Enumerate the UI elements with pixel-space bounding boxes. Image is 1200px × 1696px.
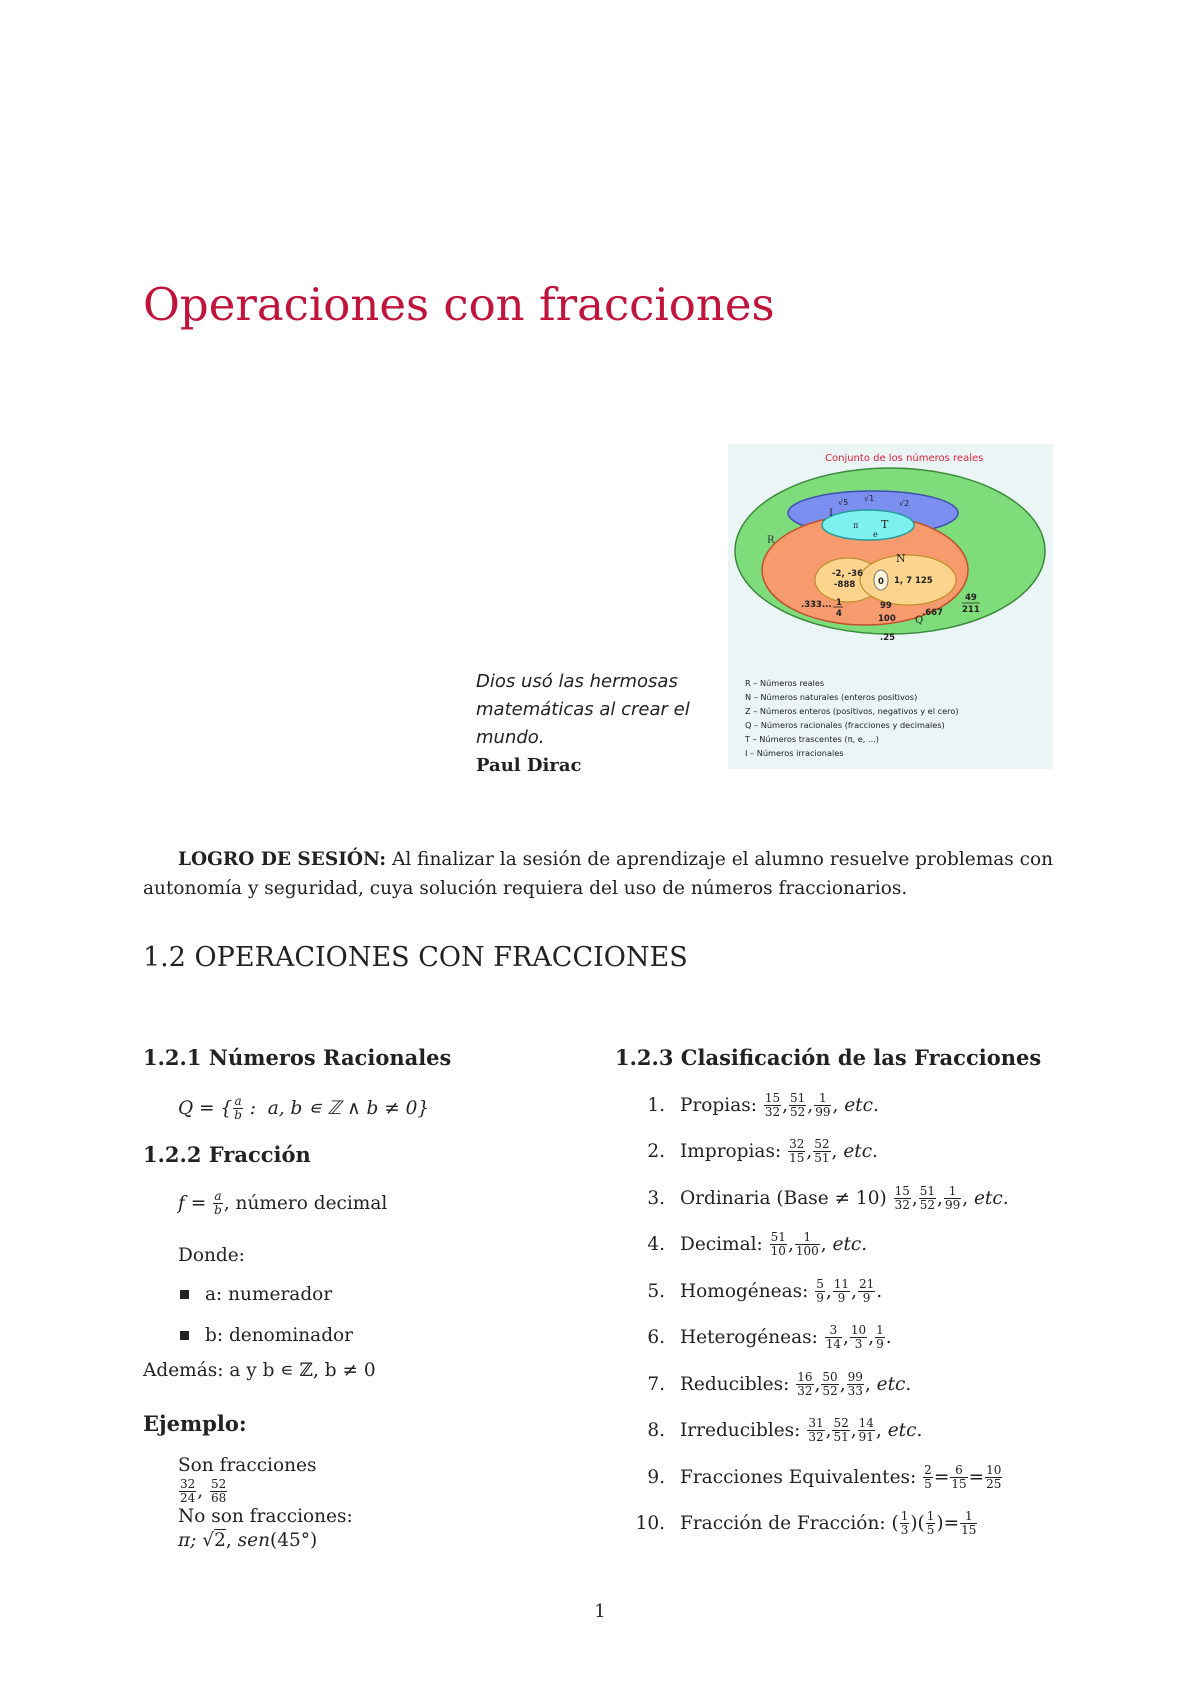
rationals-definition: Q = { a b : a, b ∊ ℤ ∧ b ≠ 0} <box>178 1093 430 1122</box>
left-column <box>143 1045 573 1553</box>
label-frac-quarter-num: 1 <box>836 598 842 608</box>
quote-author: Paul Dirac <box>476 755 582 776</box>
fraction: 21 9 <box>858 1276 875 1305</box>
fraction: 51 52 <box>919 1183 936 1212</box>
classification-item: 1. Propias: 15 32 , 51 52 , 1 99 , etc. <box>647 1090 879 1119</box>
epigraph-quote <box>476 668 716 780</box>
label-667: .667 <box>922 608 943 618</box>
no-son-fracciones-label: No son fracciones: <box>178 1506 353 1527</box>
list-item: a: numerador <box>178 1274 573 1315</box>
label-e: e <box>873 530 878 539</box>
page-title: Operaciones con fracciones <box>143 278 775 331</box>
fraction-of-fraction-item: 10. Fracción de Fracción: ( 1 3 )( $\frac{1}{5}$ ) = $\frac{1}{15}$ <box>635 1509 977 1538</box>
fraction: 31 32 <box>808 1416 824 1445</box>
donde-label: Donde: <box>178 1245 245 1266</box>
fraction: 52 51 <box>833 1416 849 1445</box>
label-100: 100 <box>878 614 896 624</box>
fraction: 50 52 <box>822 1369 838 1398</box>
racionales-heading: 1.2.1 Números Racionales <box>143 1045 452 1070</box>
fraction: 1 9 <box>876 1323 884 1352</box>
classification-item: 6. Heterogéneas: 3 14 , 10 3 , 1 9 . <box>647 1323 892 1352</box>
list-item: b: denominador <box>178 1315 573 1356</box>
label-49: 49 <box>965 593 977 603</box>
label-zero: 0 <box>878 577 884 587</box>
label-888: -888 <box>834 580 856 590</box>
fraction: 1 3 <box>900 1509 909 1538</box>
label-211: 211 <box>962 605 980 615</box>
real-numbers-venn-diagram <box>728 444 1053 769</box>
set-n-label: N <box>896 552 906 565</box>
session-goal-text: Al finalizar la sesión de aprendizaje el alumno resuelve problemas con autonomía y seguridad, cuya solución requiera del uso de números fraccionarios. <box>143 848 1054 899</box>
venn-title: Conjunto de los números reales <box>825 453 984 464</box>
numerator-denominator-list <box>178 1274 573 1356</box>
fraction: 10 3 <box>850 1323 867 1352</box>
session-goal-label: LOGRO DE SESIÓN: <box>178 848 387 870</box>
clasificacion-heading: 1.2.3 Clasificación de las Fracciones <box>615 1045 1042 1070</box>
label-periodic: .333... <box>801 600 832 610</box>
fraction: 1 100 <box>795 1230 819 1259</box>
fraction: 16 32 <box>797 1369 813 1398</box>
fraction: $\frac{32}{24}$ <box>180 1477 196 1505</box>
label-pi: π <box>853 521 859 530</box>
label-25: .25 <box>880 633 896 643</box>
legend-q: Q – Números racionales (fracciones y decimales) <box>745 720 945 730</box>
classification-list <box>615 1082 1175 1547</box>
fraction: 11 9 <box>833 1276 850 1305</box>
fraction: 1 99 <box>815 1090 831 1119</box>
fraction: 1 99 <box>944 1183 961 1212</box>
label-naturals: 1, 7 125 <box>894 576 933 586</box>
legend-n: N – Números naturales (enteros positivos) <box>745 692 918 702</box>
fraction: 99 33 <box>847 1369 863 1398</box>
ejemplo-heading: Ejemplo: <box>143 1411 247 1436</box>
set-q-label: Q <box>915 615 924 626</box>
fraction-definition: f = $\frac{a}{b}$ , número decimal <box>178 1188 388 1217</box>
fraction: $\frac{52}{68}$ <box>211 1477 227 1505</box>
set-t-label: T <box>881 518 889 531</box>
non-fraction-examples: π; √2, sen(45°) <box>178 1530 318 1551</box>
set-r-label: R <box>767 535 775 546</box>
fraction: $\frac{6}{15}$ <box>951 1462 967 1491</box>
fraction: 32 15 <box>789 1137 805 1166</box>
right-column <box>615 1045 1175 1547</box>
son-fracciones-label: Son fracciones <box>178 1455 317 1476</box>
example-fractions: $\frac{32}{24}$ , $\frac{52}{68}$ <box>180 1477 227 1505</box>
set-i-label: I <box>829 508 833 519</box>
fraction: 15 32 <box>764 1090 781 1119</box>
label-sqrt2: √2 <box>899 499 910 508</box>
set-t-ellipse <box>822 510 914 540</box>
classification-item: 7. Reducibles: 16 32 , 50 52 , 99 33 , etc. <box>647 1369 912 1398</box>
legend-t: T – Números trascentes (π, e, ...) <box>745 734 879 744</box>
section-title: 1.2 OPERACIONES CON FRACCIONES <box>143 942 688 973</box>
fraction: $\frac{1}{15}$ <box>961 1509 977 1538</box>
page-number: 1 <box>594 1601 606 1622</box>
fraction: $\frac{1}{5}$ <box>926 1509 935 1538</box>
label-sqrt1: √1 <box>864 494 875 503</box>
fraction: 3 14 <box>825 1323 842 1352</box>
ademas-note: Además: a y b ∊ ℤ, b ≠ 0 <box>143 1360 376 1381</box>
label-negatives: -2, -36 <box>832 569 863 579</box>
fraction: 5 9 <box>816 1276 824 1305</box>
quote-text: Dios usó las hermosas matemáticas al crear el mundo. <box>476 671 690 748</box>
session-goal <box>143 845 1058 903</box>
fraction: 51 10 <box>770 1230 786 1259</box>
classification-item: 8. Irreducibles: 31 32 , 52 51 , 14 91 , etc. <box>647 1416 923 1445</box>
fraction: 52 51 <box>814 1137 830 1166</box>
venn-legend <box>744 678 959 758</box>
fraction: $\frac{10}{25}$ <box>986 1462 1002 1491</box>
fraction: 14 91 <box>858 1416 874 1445</box>
fraccion-heading: 1.2.2 Fracción <box>143 1142 311 1167</box>
example-block <box>178 1454 573 1553</box>
classification-item: 3. Ordinaria (Base ≠ 10) 15 32 , 51 52 , 1 99 , etc. <box>647 1183 1009 1212</box>
label-frac-quarter-den: 4 <box>836 609 842 619</box>
classification-item: 2. Impropias: 32 15 , 52 51 , etc. <box>647 1137 878 1166</box>
equivalent-fractions-item: 9. Fracciones Equivalentes: $\frac{2}{5}$ = $\frac{6}{15}$ = $\frac{10}{25}$ <box>647 1462 1002 1491</box>
legend-z: Z – Números enteros (positivos, negativos y el cero) <box>745 706 959 716</box>
legend-i: I – Números irracionales <box>745 748 844 758</box>
label-99: 99 <box>880 601 892 611</box>
classification-item: 5. Homogéneas: 5 9 , 11 9 , 21 9 . <box>647 1276 883 1305</box>
legend-r: R – Números reales <box>745 678 825 688</box>
fraction: 15 32 <box>894 1183 910 1212</box>
label-sqrt5: √5 <box>838 498 849 507</box>
fraction: 51 52 <box>790 1090 806 1119</box>
classification-item: 4. Decimal: 51 10 , 1 100 , etc. <box>647 1230 868 1259</box>
fraction: $\frac{2}{5}$ <box>924 1462 932 1491</box>
